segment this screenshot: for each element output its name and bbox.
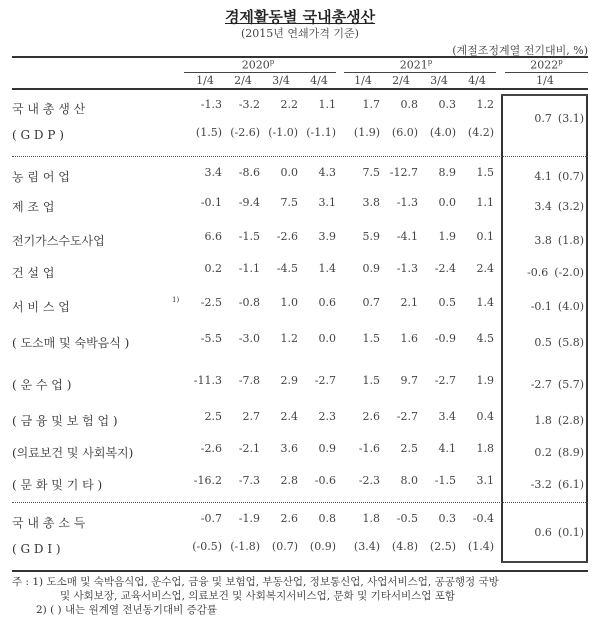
latest-value: -0.6 (-2.0)	[526, 266, 584, 279]
table-cell: 0.9	[362, 262, 380, 275]
unit-label: (계절조정계열 전기대비, %)	[452, 44, 588, 57]
table-cell: 4.1	[438, 442, 456, 455]
table-cell: -9.4	[238, 196, 260, 209]
row-label: ( 운 수 업 )	[12, 378, 72, 392]
year-rule-2020	[184, 72, 336, 73]
table-cell: 1.2	[476, 98, 494, 111]
quarter-header-cell: 4/4	[468, 74, 486, 87]
table-cell: 0.4	[476, 410, 494, 423]
table-cell: 0.3	[438, 98, 456, 111]
latest-value: 0.7 (3.1)	[534, 112, 584, 125]
table-cell: 0.3	[438, 512, 456, 525]
table-cell: 1.8	[362, 512, 380, 525]
separator-gdp	[12, 156, 588, 157]
table-cell: 1.9	[438, 230, 456, 243]
table-cell: 1.5	[362, 374, 380, 387]
table-cell: 5.9	[362, 230, 380, 243]
table-cell: -2.6	[276, 230, 298, 243]
table-cell: -2.7	[434, 374, 456, 387]
row-label: ( G D I )	[12, 542, 61, 556]
quarter-header-cell: 2/4	[392, 74, 410, 87]
table-subtitle: (2015년 연쇄가격 기준)	[241, 27, 359, 40]
table-cell: -4.5	[276, 262, 298, 275]
table-cell: 3.1	[318, 196, 336, 209]
table-cell: -3.0	[238, 332, 260, 345]
table-cell: 8.0	[400, 474, 418, 487]
table-cell: (4.8)	[391, 540, 418, 553]
latest-value: 0.2 (8.9)	[534, 446, 584, 459]
table-cell: -8.6	[238, 166, 260, 179]
table-cell: 2.5	[204, 410, 222, 423]
table-cell: 0.0	[318, 332, 336, 345]
latest-value: -0.1 (4.0)	[530, 300, 584, 313]
table-cell: (3.4)	[353, 540, 380, 553]
table-cell: 0.8	[400, 98, 418, 111]
table-cell: 1.0	[280, 296, 298, 309]
quarter-header-cell: 3/4	[272, 74, 290, 87]
table-cell: 2.7	[242, 410, 260, 423]
row-label: ( G D P )	[12, 128, 64, 142]
latest-value: 0.6 (0.1)	[534, 526, 584, 539]
table-title: 경제활동별 국내총생산	[224, 8, 376, 26]
latest-value: -3.2 (6.1)	[530, 478, 584, 491]
row-label: ( 금 융 및 보 험 업 )	[12, 414, 118, 428]
table-cell: (1.4)	[467, 540, 494, 553]
table-cell: -4.1	[396, 230, 418, 243]
table-cell: -1.1	[238, 262, 260, 275]
table-cell: (0.9)	[309, 540, 336, 553]
latest-value: -2.7 (5.7)	[530, 378, 584, 391]
table-cell: 0.0	[438, 196, 456, 209]
table-cell: 2.6	[362, 410, 380, 423]
year-2020: 2020$^p$	[241, 58, 275, 72]
table-cell: -5.5	[200, 332, 222, 345]
table-cell: (-0.5)	[192, 540, 222, 553]
table-cell: 4.3	[318, 166, 336, 179]
quarter-header-cell: 4/4	[310, 74, 328, 87]
table-cell: 1.4	[318, 262, 336, 275]
table-cell: -1.3	[200, 98, 222, 111]
notes: 주 : 1) 도소매 및 숙박음식업, 운수업, 금융 및 보험업, 부동산업, 정보통신업, 사업서비스업, 공공행정 국방 및 사회보장, 교육서비스업, 의료보건 및 사회복지서비스업, 문화 및 기타서비스업 포함 2) ( ) 내는 원계열 전년동기대비 증감률	[12, 576, 499, 616]
table-cell: 3.6	[280, 442, 298, 455]
table-cell: (1.5)	[195, 126, 222, 139]
table-cell: -2.7	[396, 410, 418, 423]
table-cell: 0.5	[438, 296, 456, 309]
quarter-header-cell: 1/4	[196, 74, 214, 87]
table-cell: -7.8	[238, 374, 260, 387]
row-label: 국 내 총 소 득	[12, 516, 86, 530]
table-cell: 3.8	[362, 196, 380, 209]
table-cell: 9.7	[400, 374, 418, 387]
table-cell: (2.5)	[429, 540, 456, 553]
table-cell: -2.4	[434, 262, 456, 275]
latest-value: 1.8 (2.8)	[534, 414, 584, 427]
table-cell: -1.3	[396, 262, 418, 275]
table-cell: 0.1	[476, 230, 494, 243]
table-cell: 2.6	[280, 512, 298, 525]
table-cell: 2.2	[280, 98, 298, 111]
table-cell: 3.4	[438, 410, 456, 423]
table-cell: 2.4	[280, 410, 298, 423]
quarter-header-cell: 1/4	[354, 74, 372, 87]
table-cell: (1.9)	[353, 126, 380, 139]
table-cell: 0.0	[280, 166, 298, 179]
table-cell: 2.5	[400, 442, 418, 455]
table-cell: (4.0)	[429, 126, 456, 139]
footnote-marker: 1)	[172, 296, 180, 304]
separator-gdi	[12, 502, 588, 503]
table-cell: 3.9	[318, 230, 336, 243]
table-cell: 2.1	[400, 296, 418, 309]
table-cell: 0.9	[318, 442, 336, 455]
table-cell: 2.3	[318, 410, 336, 423]
table-cell: (-1.8)	[230, 540, 260, 553]
table-cell: -2.7	[314, 374, 336, 387]
row-label: (의료보건 및 사회복지)	[12, 446, 134, 460]
table-cell: 4.5	[476, 332, 494, 345]
table-cell: 1.7	[362, 98, 380, 111]
table-cell: 1.5	[476, 166, 494, 179]
quarter-header-cell: 2/4	[234, 74, 252, 87]
table-cell: 2.4	[476, 262, 494, 275]
table-cell: 1.9	[476, 374, 494, 387]
year-2021: 2021$^p$	[399, 58, 433, 72]
table-cell: 0.7	[362, 296, 380, 309]
table-cell: (-1.1)	[306, 126, 336, 139]
table-cell: 1.4	[476, 296, 494, 309]
table-cell: 1.5	[362, 332, 380, 345]
table-cell: 1.2	[280, 332, 298, 345]
table-cell: -0.5	[396, 512, 418, 525]
quarter-header-cell: 1/4	[536, 74, 554, 87]
table-cell: (0.7)	[271, 540, 298, 553]
table-cell: -0.8	[238, 296, 260, 309]
table-cell: -11.3	[193, 374, 222, 387]
table-cell: -1.6	[358, 442, 380, 455]
row-label: 농 림 어 업	[12, 170, 70, 184]
row-label: 국 내 총 생 산	[12, 102, 86, 116]
table-cell: 1.1	[476, 196, 494, 209]
table-cell: -7.3	[238, 474, 260, 487]
table-cell: (4.2)	[467, 126, 494, 139]
box-top	[501, 94, 588, 96]
latest-value: 0.5 (5.8)	[534, 336, 584, 349]
table-cell: (-1.0)	[268, 126, 298, 139]
row-label: 전기가스수도사업	[12, 234, 105, 248]
table-cell: 1.1	[318, 98, 336, 111]
table-cell: 1.8	[476, 442, 494, 455]
table-cell: 0.6	[318, 296, 336, 309]
table-cell: 3.4	[204, 166, 222, 179]
table-cell: -2.5	[200, 296, 222, 309]
row-label: ( 도소매 및 숙박음식 )	[12, 336, 130, 350]
table-cell: -1.3	[396, 196, 418, 209]
table-cell: -0.7	[200, 512, 222, 525]
latest-value: 3.4 (3.2)	[534, 200, 584, 213]
box-right	[586, 94, 588, 562]
bottom-rule	[12, 570, 588, 572]
table-cell: -2.6	[200, 442, 222, 455]
table-cell: -0.6	[314, 474, 336, 487]
row-label: 건 설 업	[12, 266, 55, 280]
table-cell: 7.5	[280, 196, 298, 209]
table-cell: 8.9	[438, 166, 456, 179]
table-cell: 2.8	[280, 474, 298, 487]
box-bottom	[501, 561, 588, 563]
latest-value: 4.1 (0.7)	[534, 170, 584, 183]
table-cell: (-2.6)	[230, 126, 260, 139]
table-cell: 6.6	[204, 230, 222, 243]
quarter-header-cell: 3/4	[430, 74, 448, 87]
table-cell: 1.6	[400, 332, 418, 345]
table-cell: -2.1	[238, 442, 260, 455]
table-cell: -1.9	[238, 512, 260, 525]
table-cell: -1.5	[434, 474, 456, 487]
row-label: ( 문 화 및 기 타 )	[12, 478, 103, 492]
year-rule-2021	[344, 72, 496, 73]
table-cell: 3.1	[476, 474, 494, 487]
table-cell: -12.7	[389, 166, 418, 179]
year-rule-2022	[505, 72, 588, 73]
table-cell: 0.8	[318, 512, 336, 525]
table-cell: -0.9	[434, 332, 456, 345]
table-cell: 7.5	[362, 166, 380, 179]
year-2022: 2022$^p$	[530, 58, 563, 72]
table-cell: 2.9	[280, 374, 298, 387]
table-cell: (6.0)	[391, 126, 418, 139]
table-cell: -16.2	[193, 474, 222, 487]
row-label: 제 조 업	[12, 200, 55, 214]
row-label: 서 비 스 업	[12, 300, 70, 314]
table-cell: -0.1	[200, 196, 222, 209]
header-bottom-rule	[12, 88, 588, 90]
table-cell: 0.2	[204, 262, 222, 275]
latest-value: 3.8 (1.8)	[534, 234, 584, 247]
table-cell: -1.5	[238, 230, 260, 243]
table-cell: -3.2	[238, 98, 260, 111]
table-cell: -2.3	[358, 474, 380, 487]
table-cell: -0.4	[472, 512, 494, 525]
box-left	[501, 94, 503, 562]
